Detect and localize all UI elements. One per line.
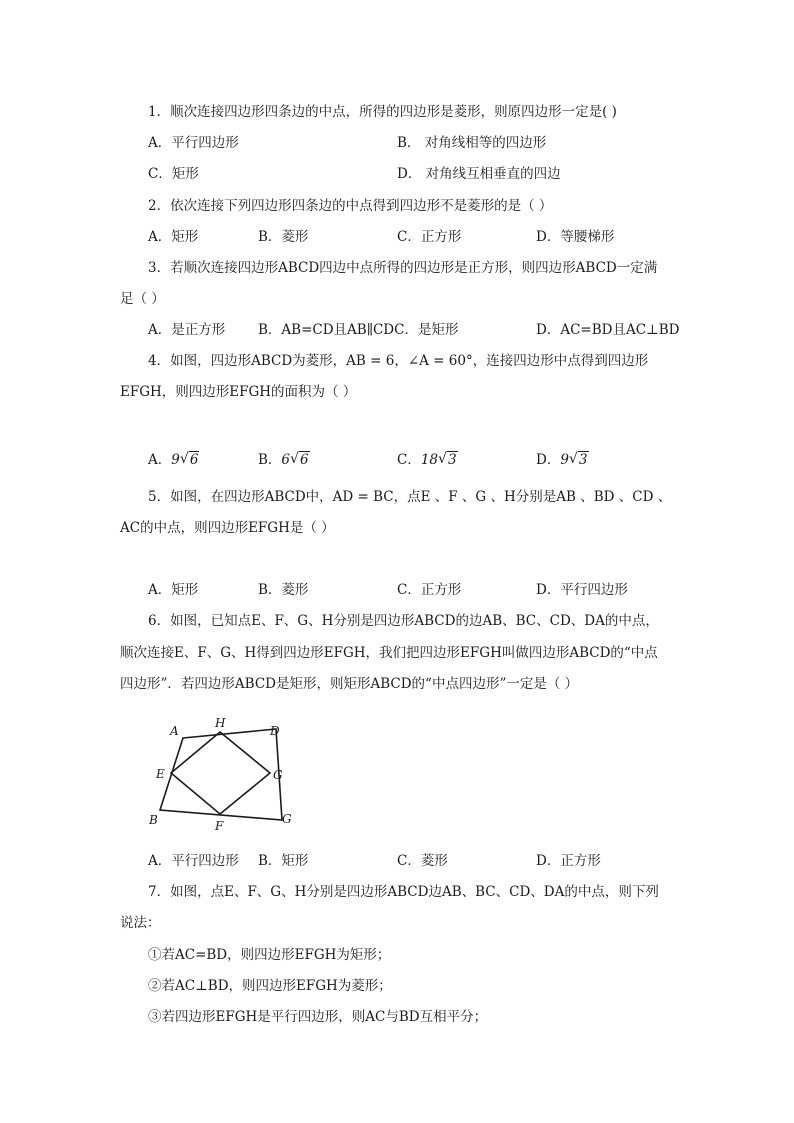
q3-stem-line2: 足（ ） <box>120 291 165 307</box>
q2-option-b[interactable]: B．菱形 <box>258 229 309 245</box>
q4-option-c[interactable] <box>397 450 458 470</box>
q2-option-c[interactable]: C．正方形 <box>397 229 462 245</box>
label-b: B <box>149 813 158 827</box>
inner-quadrilateral <box>171 732 270 814</box>
q4-option-d-coef: 9 <box>560 452 569 468</box>
q7-item-2: ②若AC⊥BD，则四边形EFGH为菱形； <box>148 978 392 994</box>
q7-stem-line1: 7．如图，点E、F、G、H分别是四边形ABCD边AB、BC、CD、DA的中点，则下列 <box>148 884 659 900</box>
q7-stem-line2: 说法： <box>120 915 161 931</box>
q4-option-d[interactable] <box>536 450 589 470</box>
q4-option-b[interactable] <box>258 450 310 470</box>
q6-option-a[interactable]: A．平行四边形 <box>148 853 239 869</box>
q2-stem: 2．依次连接下列四边形四条边的中点得到四边形不是菱形的是（ ） <box>148 198 553 214</box>
q7-item-1: ①若AC=BD，则四边形EFGH为矩形； <box>148 947 391 963</box>
label-g-mid: G <box>273 768 283 782</box>
label-h: H <box>215 716 226 730</box>
q5-stem-line1: 5．如图，在四边形ABCD中，AD = BC，点E 、F 、G 、H分别是AB 、BD 、CD 、 <box>148 489 672 505</box>
q6-stem-line3: 四边形”．若四边形ABCD是矩形，则矩形ABCD的“中点四边形”一定是（ ） <box>120 676 579 692</box>
q4-option-b-coef: 6 <box>281 452 291 468</box>
q4-option-b-label: B． <box>258 452 282 468</box>
q4-option-a-radicand: 6 <box>189 452 199 468</box>
q4-option-b-radicand: 6 <box>300 452 309 468</box>
q1-option-a[interactable]: A．平行四边形 <box>148 135 239 151</box>
q4-option-a-coef: 9 <box>171 452 180 468</box>
outer-quadrilateral <box>160 729 282 820</box>
q6-option-b[interactable]: B．矩形 <box>258 853 309 869</box>
label-a: A <box>170 724 179 738</box>
q4-option-c-radicand: 3 <box>448 452 457 468</box>
q4-option-c-sqrt: √ 3 <box>438 451 457 468</box>
label-f: F <box>215 819 224 833</box>
q1-stem: 1．顺次连接四边形四条边的中点，所得的四边形是菱形，则原四边形一定是( ) <box>148 104 617 120</box>
q2-option-a[interactable]: A．矩形 <box>148 229 199 245</box>
q4-option-a-sqrt: √ 6 <box>179 451 199 468</box>
q6-stem-line1: 6．如图，已知点E、F、G、H分别是四边形ABCD的边AB、BC、CD、DA的中点， <box>148 613 659 629</box>
q3-stem-line1: 3．若顺次连接四边形ABCD四边中点所得的四边形是正方形，则四边形ABCD一定满 <box>148 260 658 276</box>
q4-option-d-sqrt: √ 3 <box>568 451 588 468</box>
label-g-corner: G <box>282 812 292 826</box>
q3-option-a[interactable]: A．是正方形 <box>148 322 226 338</box>
q4-stem-line1: 4．如图，四边形ABCD为菱形，AB = 6，∠A = 60°，连接四边形中点得到四边形 <box>148 353 649 369</box>
q1-option-d[interactable]: D． 对角线互相垂直的四边 <box>397 166 561 182</box>
q1-option-c[interactable]: C．矩形 <box>148 166 199 182</box>
q2-option-d[interactable]: D．等腰梯形 <box>536 229 615 245</box>
q5-stem-line2: AC的中点，则四边形EFGH是（ ） <box>120 520 335 536</box>
q4-stem-line2: EFGH，则四边形EFGH的面积为（ ） <box>120 384 357 400</box>
q6-option-c[interactable]: C．菱形 <box>397 853 448 869</box>
q4-option-a[interactable] <box>148 450 199 470</box>
q4-option-c-coef: 18 <box>420 452 439 468</box>
q6-stem-line2: 顺次连接E、F、G、H得到四边形EFGH，我们把四边形EFGH叫做四边形ABCD的“中点 <box>120 645 658 661</box>
q3-option-b-c[interactable]: B．AB=CD且AB∥CDC．是矩形 <box>258 322 459 338</box>
q5-option-d[interactable]: D．平行四边形 <box>536 582 628 598</box>
q7-item-3: ③若四边形EFGH是平行四边形，则AC与BD互相平分； <box>148 1009 488 1025</box>
q4-option-b-sqrt: √ 6 <box>290 451 309 468</box>
q1-option-b[interactable]: B． 对角线相等的四边形 <box>397 135 547 151</box>
q4-option-d-label: D． <box>536 452 561 468</box>
q4-option-c-label: C． <box>397 452 421 468</box>
q5-option-a[interactable]: A．矩形 <box>148 582 199 598</box>
q5-option-c[interactable]: C．正方形 <box>397 582 462 598</box>
label-d: D <box>270 724 280 738</box>
label-e: E <box>156 767 165 781</box>
q3-option-d[interactable]: D．AC=BD且AC⊥BD <box>536 322 680 338</box>
q6-option-d[interactable]: D．正方形 <box>536 853 601 869</box>
q5-option-b[interactable]: B．菱形 <box>258 582 309 598</box>
quadrilateral-figure <box>140 710 305 835</box>
q4-option-a-label: A． <box>148 452 172 468</box>
q4-option-d-radicand: 3 <box>578 452 588 468</box>
